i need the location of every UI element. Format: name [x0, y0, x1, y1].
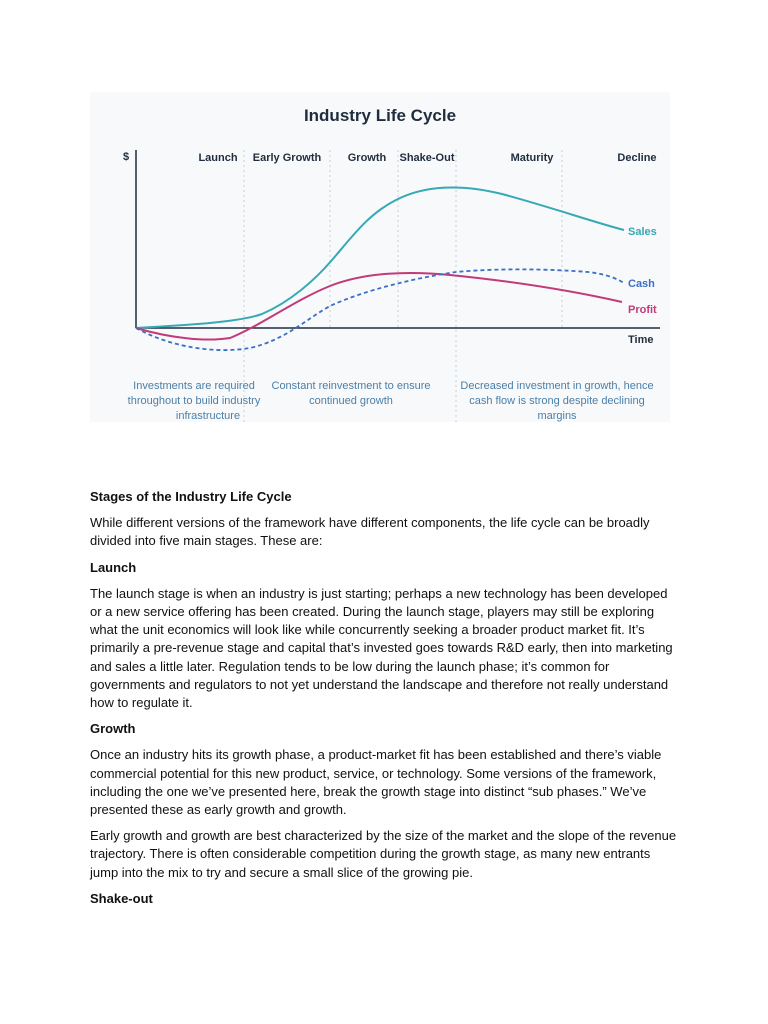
stage-label-early-growth: Early Growth [252, 152, 322, 164]
industry-life-cycle-figure [90, 92, 670, 422]
growth-paragraph-2: Early growth and growth are best characterized by the size of the market and the slope of the revenue trajectory. There is often considerable competition during the growth stage, as many new entrants jump into the mix to try and secure a small slice of the growing pie. [90, 828, 677, 880]
section-title: Stages of the Industry Life Cycle [90, 489, 292, 504]
series-label-cash: Cash [628, 278, 655, 290]
annotation-maturity-line-3: margins [537, 410, 577, 422]
annotation-launch-line-2: throughout to build industry [127, 395, 261, 407]
stage-label-maturity: Maturity [510, 152, 554, 164]
annotation-maturity-line-1: Decreased investment in growth, hence [460, 380, 654, 392]
intro-paragraph: While different versions of the framework have different components, the life cycle can be broadly divided into five main stages. These are: [90, 515, 650, 549]
annotation-growth-line-1: Constant reinvestment to ensure [271, 380, 431, 392]
series-label-profit: Profit [628, 304, 657, 316]
series-line-cash [136, 269, 624, 350]
annotation-growth-line-2: continued growth [309, 395, 393, 407]
stage-label-launch: Launch [198, 152, 238, 164]
series-line-sales [136, 187, 624, 328]
document-body [90, 488, 680, 916]
growth-heading: Growth [90, 721, 136, 737]
stage-label-decline: Decline [617, 152, 657, 164]
y-axis-label: $ [122, 151, 130, 163]
annotation-launch-line-1: Investments are required [133, 380, 255, 392]
series-line-profit [136, 273, 622, 340]
stage-label-shakeout: Shake-Out [399, 152, 455, 164]
growth-paragraph-1: Once an industry hits its growth phase, a product-market fit has been established and there’s viable commercial potential for this new product, service, or technology. Some versions of the framework, including the one we’ve presented here, break the growth stage into distinct “sub phases.” We’ve presented these as early growth and growth. [90, 747, 662, 818]
launch-paragraph: The launch stage is when an industry is just starting; perhaps a new technology has been developed or a new service offering has been created. During the launch stage, players may still be exploring what the unit economics will look like while concurrently seeking a broader product market fit. It’s primarily a pre-revenue stage and capital that’s invested goes towards R&D early, then into marketing and sales a little later. Regulation tends to be low during the launch phase; it’s common for governments and regulators to not yet understand the landscape and therefore not really understand how to regulate it. [90, 585, 673, 711]
x-axis-label: Time [628, 334, 654, 346]
chart-title: Industry Life Cycle [303, 106, 457, 125]
life-cycle-chart [90, 92, 670, 422]
stage-label-growth: Growth [347, 152, 387, 164]
launch-heading: Launch [90, 559, 137, 575]
series-label-sales: Sales [628, 226, 657, 238]
annotation-maturity-line-2: cash flow is strong despite declining [469, 395, 645, 407]
shakeout-heading: Shake-out [90, 890, 153, 906]
annotation-launch-line-3: infrastructure [175, 410, 241, 422]
